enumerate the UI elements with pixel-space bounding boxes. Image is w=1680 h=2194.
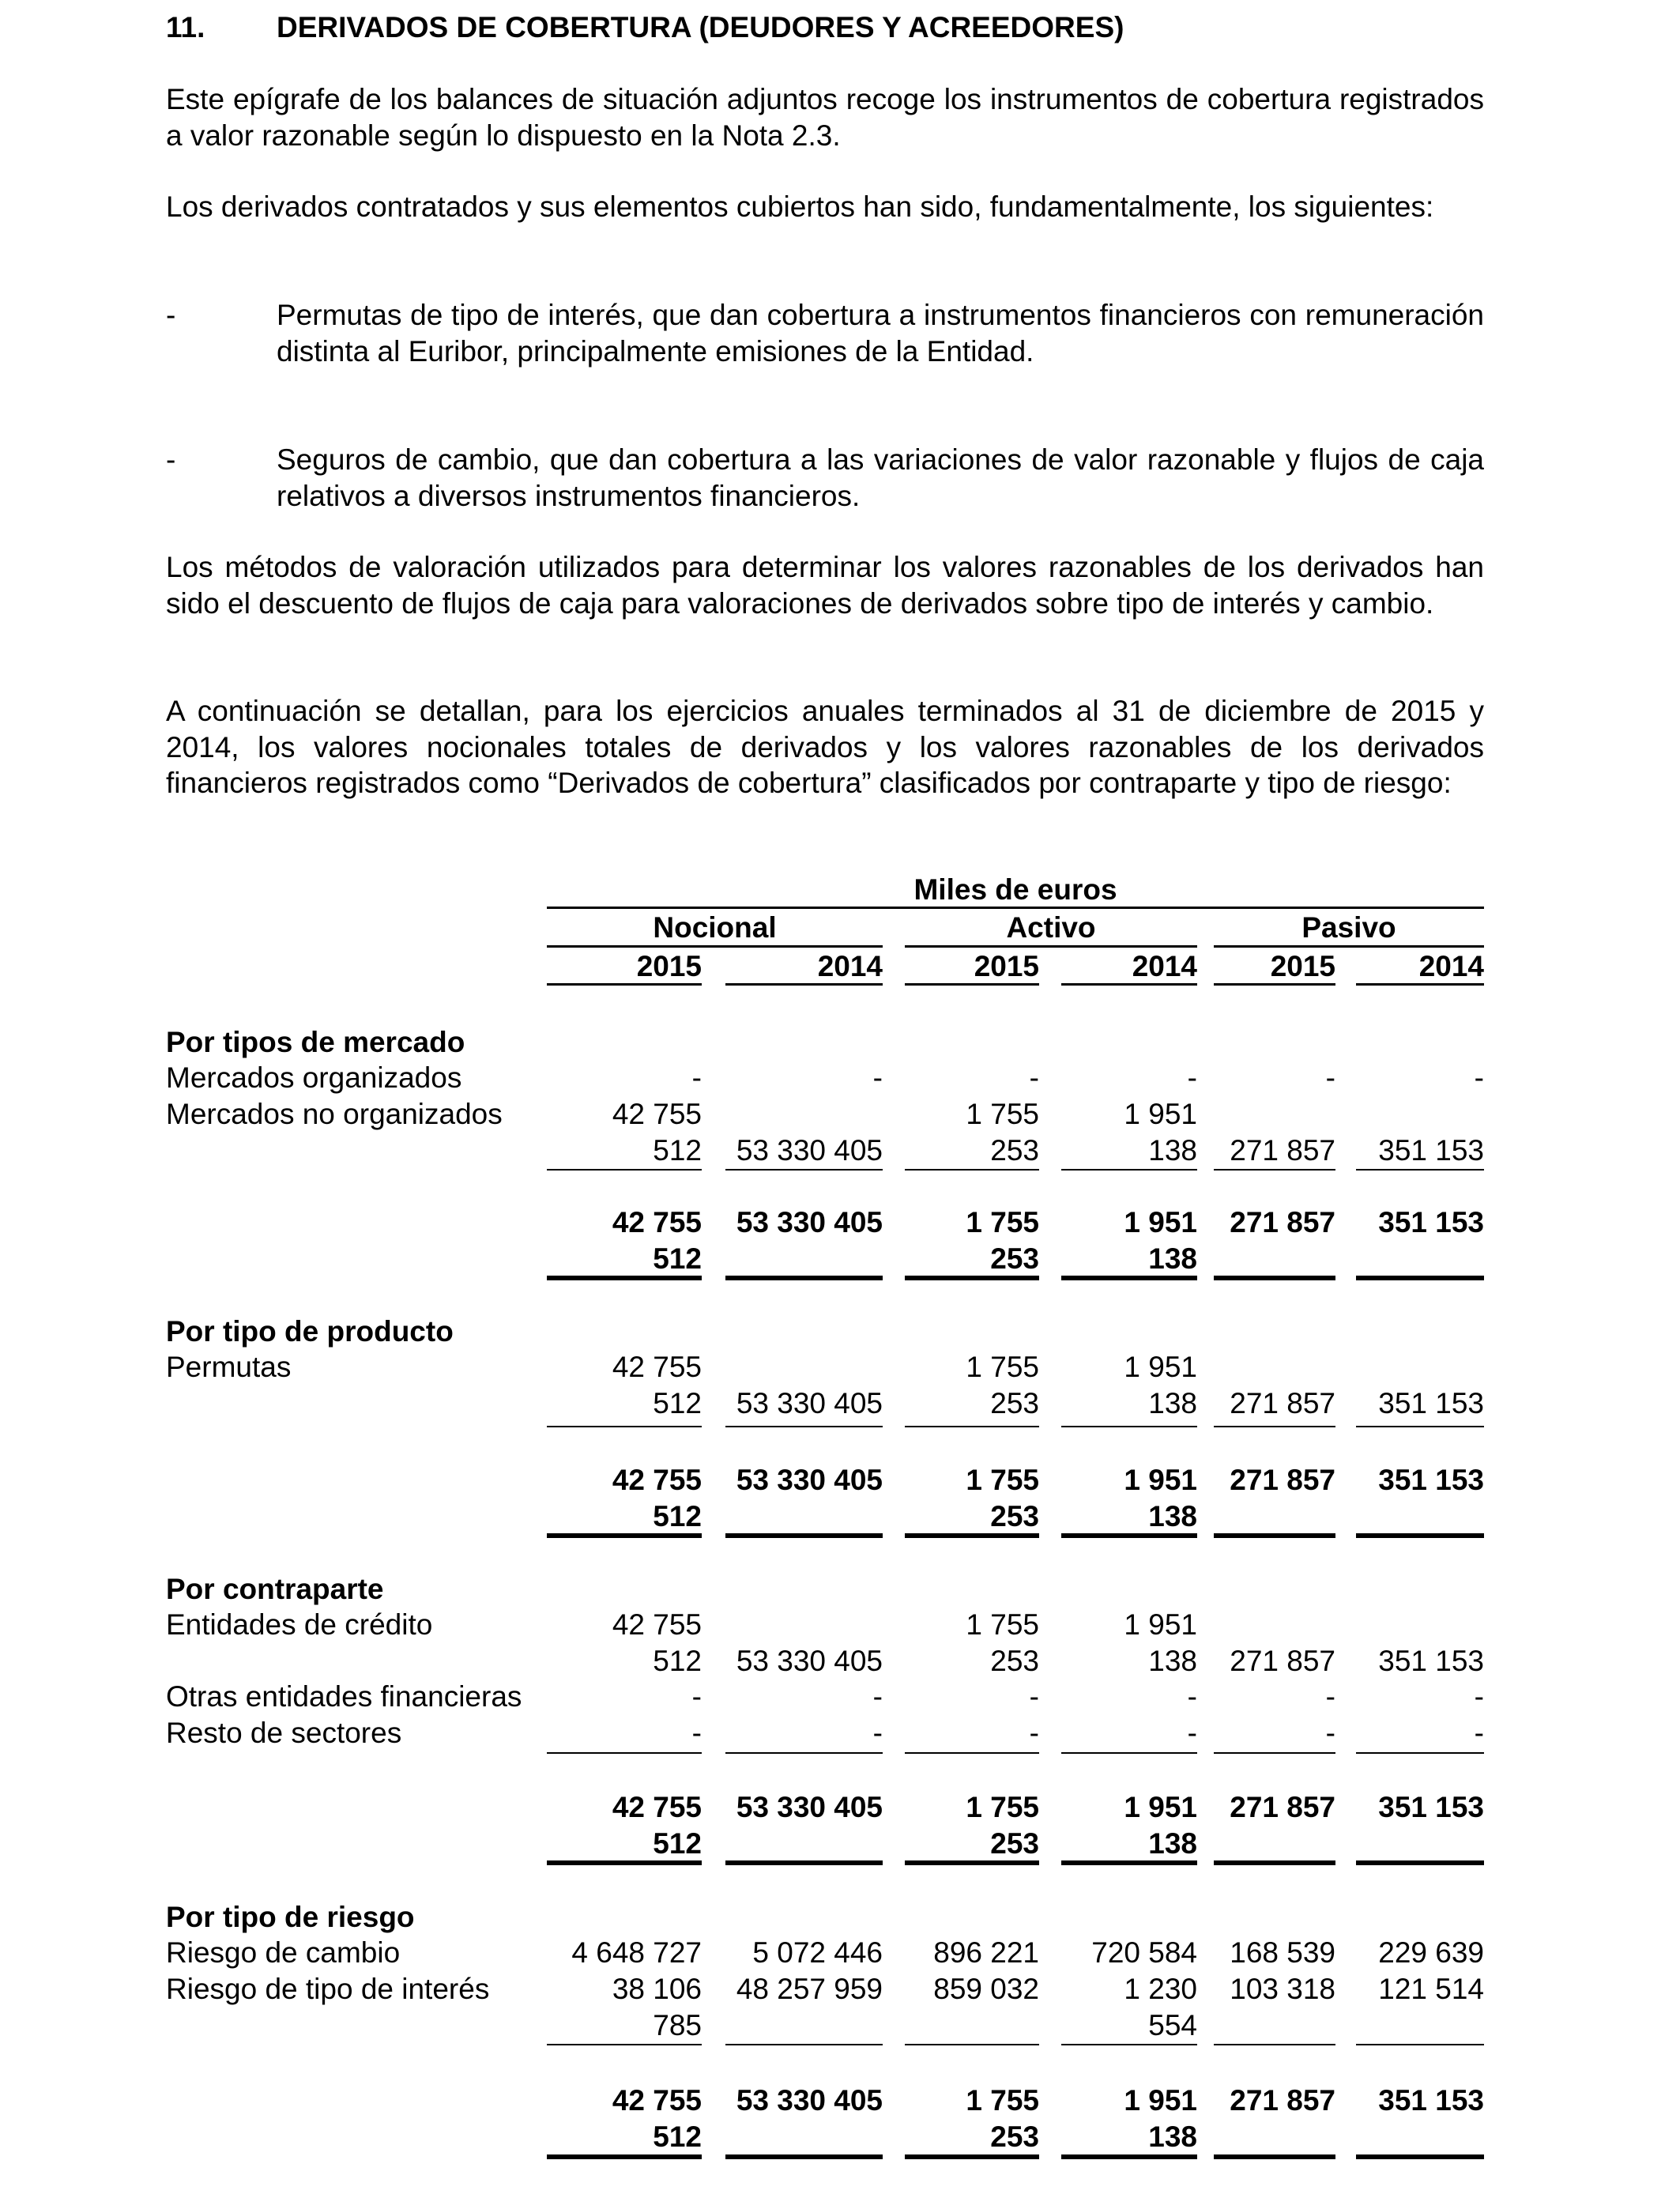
cell-value: 1 755 — [966, 1351, 1039, 1383]
total-value: 53 330 405 — [736, 1464, 883, 1496]
total-double-rule — [905, 1860, 1039, 1865]
total-value: 1 755 — [966, 1464, 1039, 1496]
year-rule — [1356, 983, 1484, 986]
total-value: 42 755 — [612, 2084, 702, 2117]
group-header-pasivo: Pasivo — [1301, 911, 1396, 944]
group-rule — [547, 945, 883, 948]
total-double-rule — [547, 1533, 702, 1538]
row-label: Otras entidades financieras — [166, 1680, 522, 1713]
total-value: 42 755 — [612, 1206, 702, 1238]
subtotal-rule — [725, 1426, 883, 1427]
year-rule — [547, 983, 702, 986]
cell-value: 38 106 — [612, 1973, 702, 2005]
cell-value: 4 648 727 — [571, 1936, 702, 1969]
cell-value: - — [1029, 1680, 1039, 1713]
cell-value: 42 755 — [612, 1351, 702, 1383]
total-value: 53 330 405 — [736, 1206, 883, 1238]
year-header: 2014 — [1418, 950, 1484, 982]
cell-value: 5 072 446 — [752, 1936, 883, 1969]
cell-value: 253 — [990, 1644, 1039, 1677]
cell-value: 253 — [990, 1133, 1039, 1167]
total-value: 138 — [1148, 2120, 1197, 2153]
cell-value: 1 951 — [1124, 1608, 1197, 1641]
cell-value: 42 755 — [612, 1098, 702, 1130]
subtotal-rule — [905, 1752, 1039, 1754]
paragraph-intro: Este epígrafe de los balances de situación adjuntos recoge los instrumentos de cobertura registrados a valor razonable según lo dispuesto en la Nota 2.3. — [166, 83, 1484, 152]
total-double-rule — [725, 1276, 883, 1280]
total-value: 1 755 — [966, 1791, 1039, 1823]
year-rule — [1061, 983, 1197, 986]
cell-value: 512 — [653, 1644, 702, 1677]
total-value: 53 330 405 — [736, 2084, 883, 2117]
total-double-rule — [1214, 2154, 1335, 2159]
total-double-rule — [547, 1276, 702, 1280]
cell-value: - — [1474, 1680, 1484, 1713]
total-value: 253 — [990, 1242, 1039, 1275]
year-rule — [905, 983, 1039, 986]
subtotal-rule — [1214, 1426, 1335, 1427]
cell-value: 53 330 405 — [736, 1644, 883, 1677]
subtotal-rule — [1061, 1426, 1197, 1427]
cell-value: 1 755 — [966, 1098, 1039, 1130]
cell-value: 103 318 — [1230, 1973, 1335, 2005]
cell-value: - — [1187, 1717, 1197, 1749]
total-value: 138 — [1148, 1826, 1197, 1860]
cell-value: - — [872, 1061, 883, 1094]
cell-value: 138 — [1148, 1133, 1197, 1167]
bullet-dash: - — [166, 299, 176, 331]
cell-value: 1 230 — [1124, 1973, 1197, 2005]
subtotal-rule — [1214, 1752, 1335, 1754]
year-header: 2015 — [636, 950, 702, 982]
total-double-rule — [1214, 1860, 1335, 1865]
section-title: Por tipos de mercado — [166, 1026, 465, 1058]
cell-value: 138 — [1148, 1386, 1197, 1419]
cell-value: 253 — [990, 1386, 1039, 1419]
cell-value: 53 330 405 — [736, 1133, 883, 1167]
bullet-dash: - — [166, 443, 176, 476]
total-double-rule — [547, 1860, 702, 1865]
total-value: 1 951 — [1124, 1791, 1197, 1823]
total-value: 351 153 — [1378, 1464, 1484, 1496]
unit-header: Miles de euros — [913, 873, 1117, 906]
cell-value: - — [1325, 1717, 1335, 1749]
total-value: 253 — [990, 2120, 1039, 2153]
bullet-text: Seguros de cambio, que dan cobertura a las variaciones de valor razonable y flujos de caja relativos a diversos instrumentos financieros. — [277, 443, 1484, 512]
section-title: Por tipo de riesgo — [166, 1901, 415, 1933]
cell-value: - — [1029, 1061, 1039, 1094]
total-double-rule — [1061, 1860, 1197, 1865]
total-value: 512 — [653, 1242, 702, 1275]
row-label: Entidades de crédito — [166, 1608, 433, 1641]
cell-value: 785 — [653, 2008, 702, 2041]
paragraph-methods: Los métodos de valoración utilizados para determinar los valores razonables de los derivados han sido el descuento de flujos de caja para valoraciones de derivados sobre tipo de interés y cambio. — [166, 551, 1484, 620]
total-value: 253 — [990, 1826, 1039, 1860]
total-value: 253 — [990, 1499, 1039, 1532]
total-double-rule — [1356, 1276, 1484, 1280]
section-title: Por tipo de producto — [166, 1315, 454, 1348]
subtotal-rule — [547, 2044, 702, 2045]
cell-value: 554 — [1148, 2008, 1197, 2041]
section-number: 11. — [166, 11, 205, 43]
total-double-rule — [1356, 2154, 1484, 2159]
bullet-text: Permutas de tipo de interés, que dan cobertura a instrumentos financieros con remuneración distinta al Euribor, principalmente emisiones de la Entidad. — [277, 299, 1484, 368]
subtotal-rule — [725, 2044, 883, 2045]
total-value: 512 — [653, 2120, 702, 2153]
cell-value: - — [1187, 1061, 1197, 1094]
subtotal-rule — [1356, 1169, 1484, 1171]
subtotal-rule — [1061, 1752, 1197, 1754]
cell-value: 512 — [653, 1133, 702, 1167]
cell-value: - — [1474, 1717, 1484, 1749]
subtotal-rule — [725, 1752, 883, 1754]
cell-value: 351 153 — [1378, 1133, 1484, 1167]
total-double-rule — [1061, 1276, 1197, 1280]
subtotal-rule — [1356, 1752, 1484, 1754]
total-double-rule — [1061, 1533, 1197, 1538]
section-title: Por contraparte — [166, 1573, 384, 1605]
subtotal-rule — [1214, 1169, 1335, 1171]
cell-value: 121 514 — [1378, 1973, 1484, 2005]
cell-value: 720 584 — [1091, 1936, 1197, 1969]
cell-value: - — [872, 1717, 883, 1749]
subtotal-rule — [1356, 2044, 1484, 2045]
year-header: 2014 — [1132, 950, 1197, 982]
cell-value: 859 032 — [933, 1973, 1039, 2005]
section-heading — [166, 9, 1124, 46]
total-double-rule — [547, 2154, 702, 2159]
subtotal-rule — [547, 1169, 702, 1171]
subtotal-rule — [1061, 2044, 1197, 2045]
cell-value: 42 755 — [612, 1608, 702, 1641]
cell-value: 1 951 — [1124, 1098, 1197, 1130]
total-double-rule — [905, 1533, 1039, 1538]
cell-value: - — [691, 1061, 702, 1094]
total-double-rule — [1061, 2154, 1197, 2159]
total-double-rule — [1356, 1860, 1484, 1865]
total-value: 271 857 — [1230, 1206, 1335, 1238]
row-label: Mercados no organizados — [166, 1098, 503, 1130]
total-value: 1 951 — [1124, 1206, 1197, 1238]
cell-value: 1 951 — [1124, 1351, 1197, 1383]
total-double-rule — [725, 1533, 883, 1538]
subtotal-rule — [725, 1169, 883, 1171]
row-label: Riesgo de cambio — [166, 1936, 401, 1969]
total-value: 42 755 — [612, 1791, 702, 1823]
year-rule — [725, 983, 883, 986]
paragraph-detail: A continuación se detallan, para los ejercicios anuales terminados al 31 de diciembre de 2015 y 2014, los valores nocionales totales de derivados y los valores razonables de los derivados financieros registrados como “Derivados de cobertura” clasificados por contraparte y tipo de riesgo: — [166, 695, 1484, 799]
cell-value: 229 639 — [1378, 1936, 1484, 1969]
total-double-rule — [905, 2154, 1039, 2159]
row-label: Resto de sectores — [166, 1717, 402, 1749]
cell-value: 512 — [653, 1386, 702, 1419]
cell-value: - — [691, 1717, 702, 1749]
total-value: 271 857 — [1230, 1791, 1335, 1823]
total-value: 1 951 — [1124, 1464, 1197, 1496]
subtotal-rule — [905, 2044, 1039, 2045]
year-header: 2014 — [817, 950, 883, 982]
section-title: DERIVADOS DE COBERTURA (DEUDORES Y ACREEDORES) — [277, 11, 1124, 43]
cell-value: - — [1325, 1061, 1335, 1094]
year-rule — [1214, 983, 1335, 986]
subtotal-rule — [547, 1426, 702, 1427]
cell-value: 896 221 — [933, 1936, 1039, 1969]
total-double-rule — [1214, 1276, 1335, 1280]
total-value: 138 — [1148, 1242, 1197, 1275]
row-label: Mercados organizados — [166, 1061, 462, 1094]
cell-value: - — [1325, 1680, 1335, 1713]
total-double-rule — [725, 1860, 883, 1865]
cell-value: 168 539 — [1230, 1936, 1335, 1969]
cell-value: 271 857 — [1230, 1133, 1335, 1167]
total-value: 1 951 — [1124, 2084, 1197, 2117]
paragraph-derivatives: Los derivados contratados y sus elementos cubiertos han sido, fundamentalmente, los siguientes: — [166, 190, 1434, 223]
group-header-activo: Activo — [1006, 911, 1096, 944]
total-value: 53 330 405 — [736, 1791, 883, 1823]
cell-value: 138 — [1148, 1644, 1197, 1677]
cell-value: 351 153 — [1378, 1386, 1484, 1419]
total-double-rule — [725, 2154, 883, 2159]
total-double-rule — [1214, 1533, 1335, 1538]
total-value: 512 — [653, 1499, 702, 1532]
subtotal-rule — [1061, 1169, 1197, 1171]
cell-value: - — [1187, 1680, 1197, 1713]
total-value: 271 857 — [1230, 2084, 1335, 2117]
cell-value: - — [1029, 1717, 1039, 1749]
group-rule — [1214, 945, 1484, 948]
total-value: 1 755 — [966, 1206, 1039, 1238]
subtotal-rule — [1214, 2044, 1335, 2045]
cell-value: - — [872, 1680, 883, 1713]
cell-value: 271 857 — [1230, 1386, 1335, 1419]
total-value: 271 857 — [1230, 1464, 1335, 1496]
total-value: 351 153 — [1378, 1206, 1484, 1238]
group-rule — [905, 945, 1197, 948]
cell-value: - — [691, 1680, 702, 1713]
cell-value: - — [1474, 1061, 1484, 1094]
cell-value: 271 857 — [1230, 1644, 1335, 1677]
header-rule — [547, 907, 1484, 909]
total-value: 42 755 — [612, 1464, 702, 1496]
total-value: 138 — [1148, 1499, 1197, 1532]
total-double-rule — [1356, 1533, 1484, 1538]
total-value: 351 153 — [1378, 1791, 1484, 1823]
cell-value: 48 257 959 — [736, 1973, 883, 2005]
subtotal-rule — [1356, 1426, 1484, 1427]
year-header: 2015 — [1270, 950, 1335, 982]
total-value: 1 755 — [966, 2084, 1039, 2117]
total-value: 351 153 — [1378, 2084, 1484, 2117]
cell-value: 351 153 — [1378, 1644, 1484, 1677]
subtotal-rule — [905, 1426, 1039, 1427]
year-header: 2015 — [974, 950, 1039, 982]
group-header-nocional: Nocional — [653, 911, 777, 944]
subtotal-rule — [547, 1752, 702, 1754]
row-label: Permutas — [166, 1351, 292, 1383]
total-double-rule — [905, 1276, 1039, 1280]
subtotal-rule — [905, 1169, 1039, 1171]
total-value: 512 — [653, 1826, 702, 1860]
cell-value: 53 330 405 — [736, 1386, 883, 1419]
row-label: Riesgo de tipo de interés — [166, 1973, 490, 2005]
cell-value: 1 755 — [966, 1608, 1039, 1641]
